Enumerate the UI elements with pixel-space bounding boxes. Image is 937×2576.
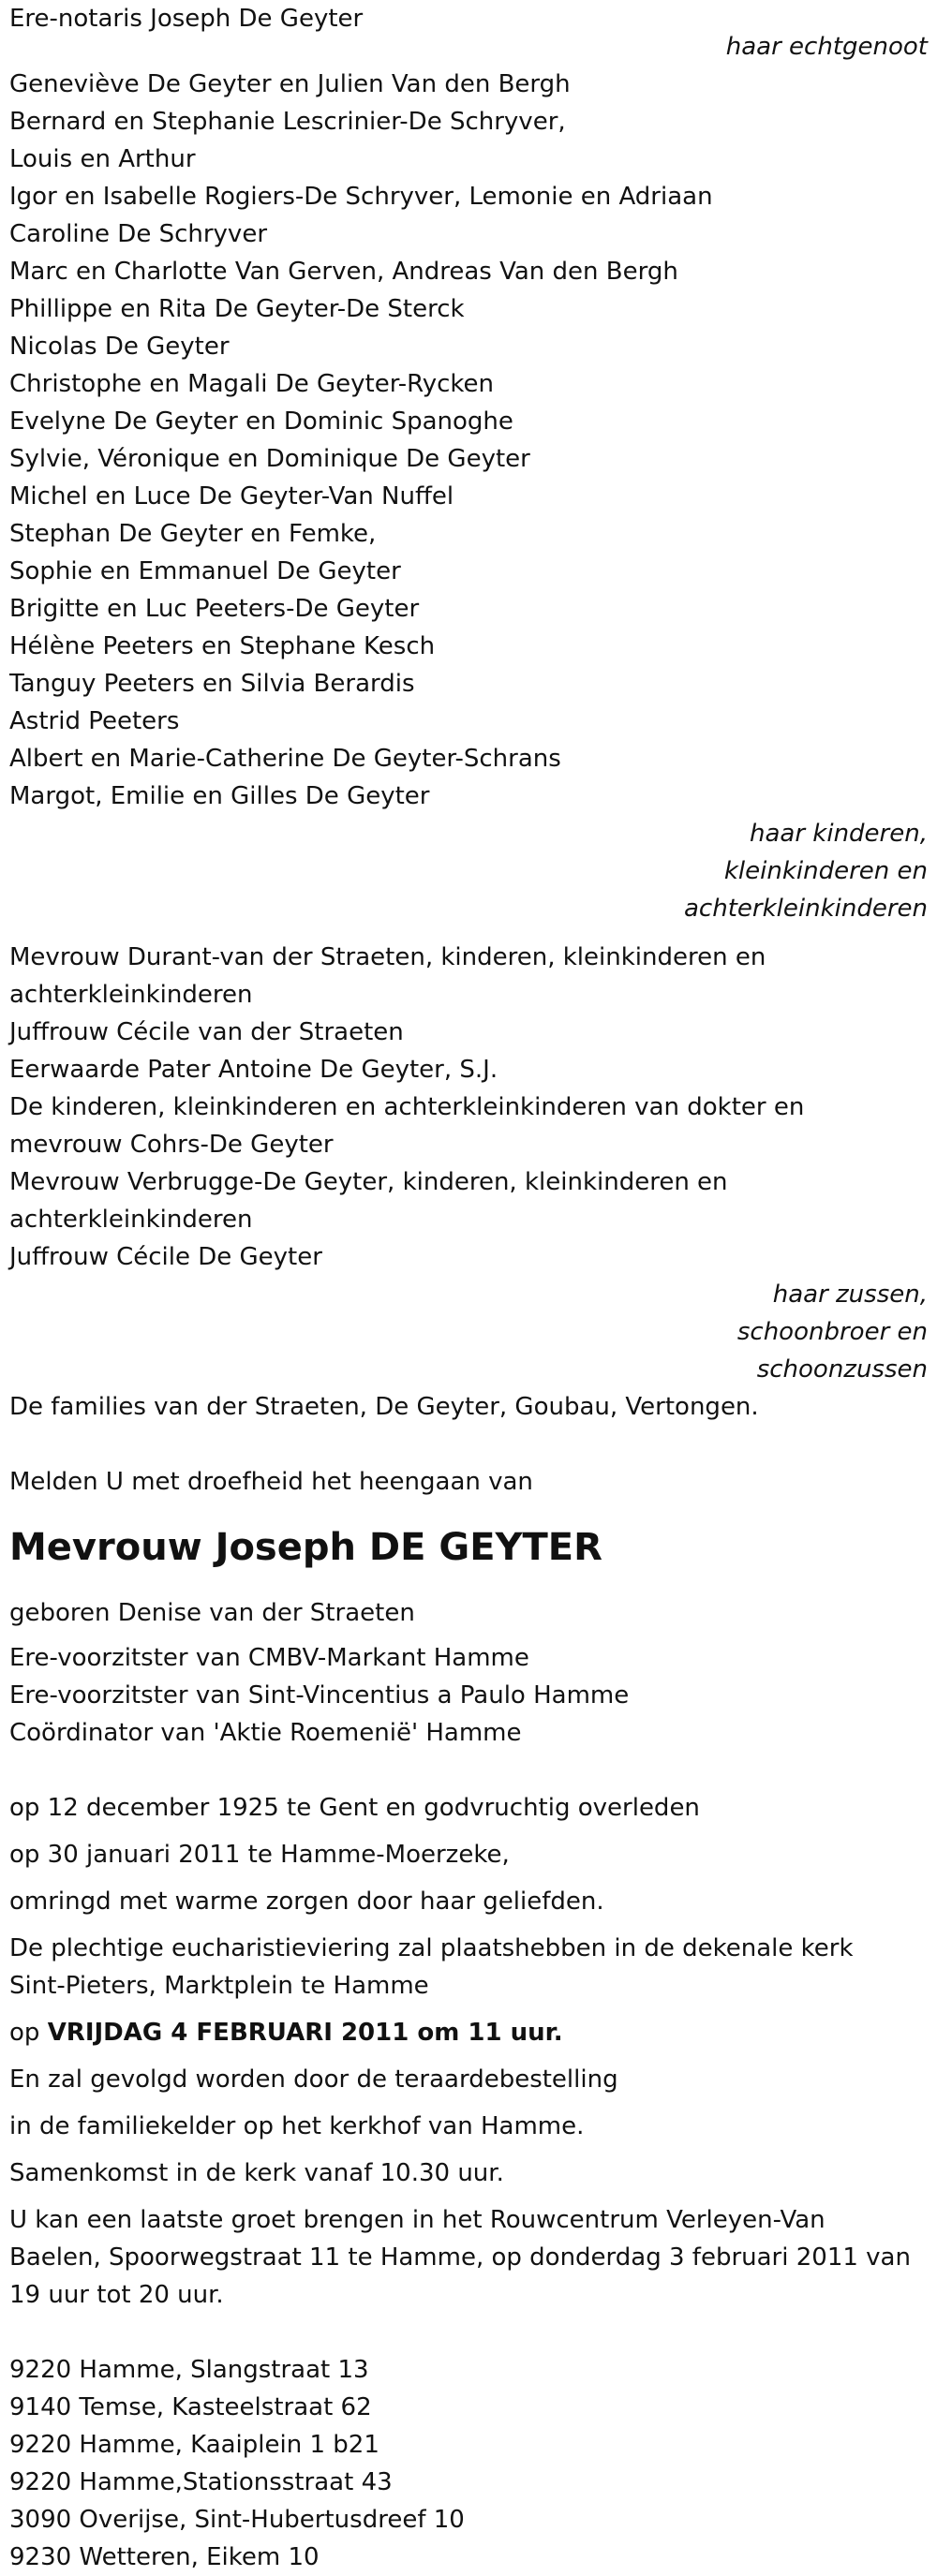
service-date (9, 2014, 928, 2051)
list-item: mevrouw Cohrs-De Geyter (9, 1131, 334, 1159)
list-item: Juffrouw Cécile De Geyter (9, 1243, 322, 1271)
list-item: Louis en Arthur (9, 145, 196, 173)
surrounded-detail: omringd met warme zorgen door haar geliefden. (9, 1888, 604, 1916)
children-label-block (9, 815, 937, 927)
title-item: Coördinator van 'Aktie Roemenië' Hamme (9, 1719, 522, 1747)
list-item: Margot, Emilie en Gilles De Geyter (9, 782, 430, 810)
siblings-list (9, 939, 928, 1276)
opening-line: Ere-notaris Joseph De Geyter (9, 5, 364, 33)
list-item: Albert en Marie-Catherine De Geyter-Schrans (9, 745, 561, 773)
born-line: geboren Denise van der Straeten (9, 1599, 415, 1627)
title-item: Ere-voorzitster van CMBV-Markant Hamme (9, 1644, 529, 1672)
address-item: 9140 Temse, Kasteelstraat 62 (9, 2393, 372, 2421)
spouse-label: haar echtgenoot (725, 33, 928, 61)
service-line: Sint-Pieters, Marktplein te Hamme (9, 1972, 429, 2000)
farewell-line: 19 uur tot 20 uur. (9, 2281, 224, 2309)
farewell-line: Baelen, Spoorwegstraat 11 te Hamme, op donderdag 3 februari 2011 van (9, 2243, 911, 2272)
announce-line: Melden U met droefheid het heengaan van (9, 1468, 533, 1496)
address-item: 3090 Overijse, Sint-Hubertusdreef 10 (9, 2506, 465, 2534)
list-item: Hélène Peeters en Stephane Kesch (9, 632, 436, 660)
followed-detail: En zal gevolgd worden door de teraardebestelling (9, 2065, 618, 2094)
list-item: Mevrouw Durant-van der Straeten, kinderen, kleinkinderen en (9, 943, 766, 971)
address-item: 9230 Wetteren, Eikem 10 (9, 2543, 320, 2571)
children-list (9, 66, 928, 815)
service-detail (9, 1930, 928, 2005)
list-item: Evelyne De Geyter en Dominic Spanoghe (9, 407, 513, 436)
list-item: Caroline De Schryver (9, 220, 268, 248)
list-item: Nicolas De Geyter (9, 333, 230, 361)
died-detail: op 30 januari 2011 te Hamme-Moerzeke, (9, 1841, 510, 1869)
born-detail: op 12 december 1925 te Gent en godvruchtig overleden (9, 1794, 700, 1822)
service-line: De plechtige eucharistieviering zal plaatshebben in de dekenale kerk (9, 1934, 854, 1962)
siblings-label-block (9, 1276, 937, 1388)
list-item: Geneviève De Geyter en Julien Van den Bergh (9, 70, 571, 98)
siblings-label: schoonbroer en (736, 1318, 928, 1346)
address-item: 9220 Hamme, Kaaiplein 1 b21 (9, 2431, 379, 2459)
list-item: Marc en Charlotte Van Gerven, Andreas Van den Bergh (9, 258, 678, 286)
families-line: De families van der Straeten, De Geyter, Goubau, Vertongen. (9, 1393, 759, 1421)
address-item: 9220 Hamme, Slangstraat 13 (9, 2356, 369, 2384)
details-block (9, 1789, 928, 2314)
list-item: achterkleinkinderen (9, 981, 253, 1009)
addresses-list (9, 2351, 928, 2576)
titles-list (9, 1639, 928, 1752)
list-item: Tanguy Peeters en Silvia Berardis (9, 670, 415, 698)
list-item: Stephan De Geyter en Femke, (9, 520, 377, 548)
gathering-detail: Samenkomst in de kerk vanaf 10.30 uur. (9, 2159, 504, 2187)
siblings-label: schoonzussen (756, 1355, 928, 1384)
list-item: Christophe en Magali De Geyter-Rycken (9, 370, 495, 398)
list-item: Brigitte en Luc Peeters-De Geyter (9, 595, 420, 623)
list-item: Juffrouw Cécile van der Straeten (9, 1018, 404, 1046)
list-item: Igor en Isabelle Rogiers-De Schryver, Lemonie en Adriaan (9, 183, 713, 211)
children-label: kleinkinderen en (723, 857, 928, 885)
deceased-name: Mevrouw Joseph DE GEYTER (9, 1526, 602, 1569)
list-item: Michel en Luce De Geyter-Van Nuffel (9, 482, 454, 511)
children-label: achterkleinkinderen (684, 895, 928, 923)
list-item: Bernard en Stephanie Lescrinier-De Schryver, (9, 108, 566, 136)
farewell-line: U kan een laatste groet brengen in het Rouwcentrum Verleyen-Van (9, 2206, 825, 2234)
list-item: Eerwaarde Pater Antoine De Geyter, S.J. (9, 1056, 498, 1084)
date-prefix: op (9, 2019, 48, 2047)
list-item: Mevrouw Verbrugge-De Geyter, kinderen, kleinkinderen en (9, 1168, 728, 1196)
list-item: Astrid Peeters (9, 707, 180, 735)
list-item: achterkleinkinderen (9, 1206, 253, 1234)
date-bold: VRIJDAG 4 FEBRUARI 2011 om 11 uur. (47, 2019, 563, 2047)
list-item: Sylvie, Véronique en Dominique De Geyter (9, 445, 530, 473)
list-item: Sophie en Emmanuel De Geyter (9, 557, 401, 585)
list-item: De kinderen, kleinkinderen en achterkleinkinderen van dokter en (9, 1093, 805, 1121)
siblings-label: haar zussen, (772, 1281, 928, 1309)
children-label: haar kinderen, (750, 820, 928, 848)
farewell-detail (9, 2201, 928, 2314)
title-item: Ere-voorzitster van Sint-Vincentius a Paulo Hamme (9, 1681, 630, 1710)
vault-detail: in de familiekelder op het kerkhof van Hamme. (9, 2112, 585, 2140)
list-item: Phillippe en Rita De Geyter-De Sterck (9, 295, 465, 323)
address-item: 9220 Hamme,Stationsstraat 43 (9, 2468, 393, 2496)
